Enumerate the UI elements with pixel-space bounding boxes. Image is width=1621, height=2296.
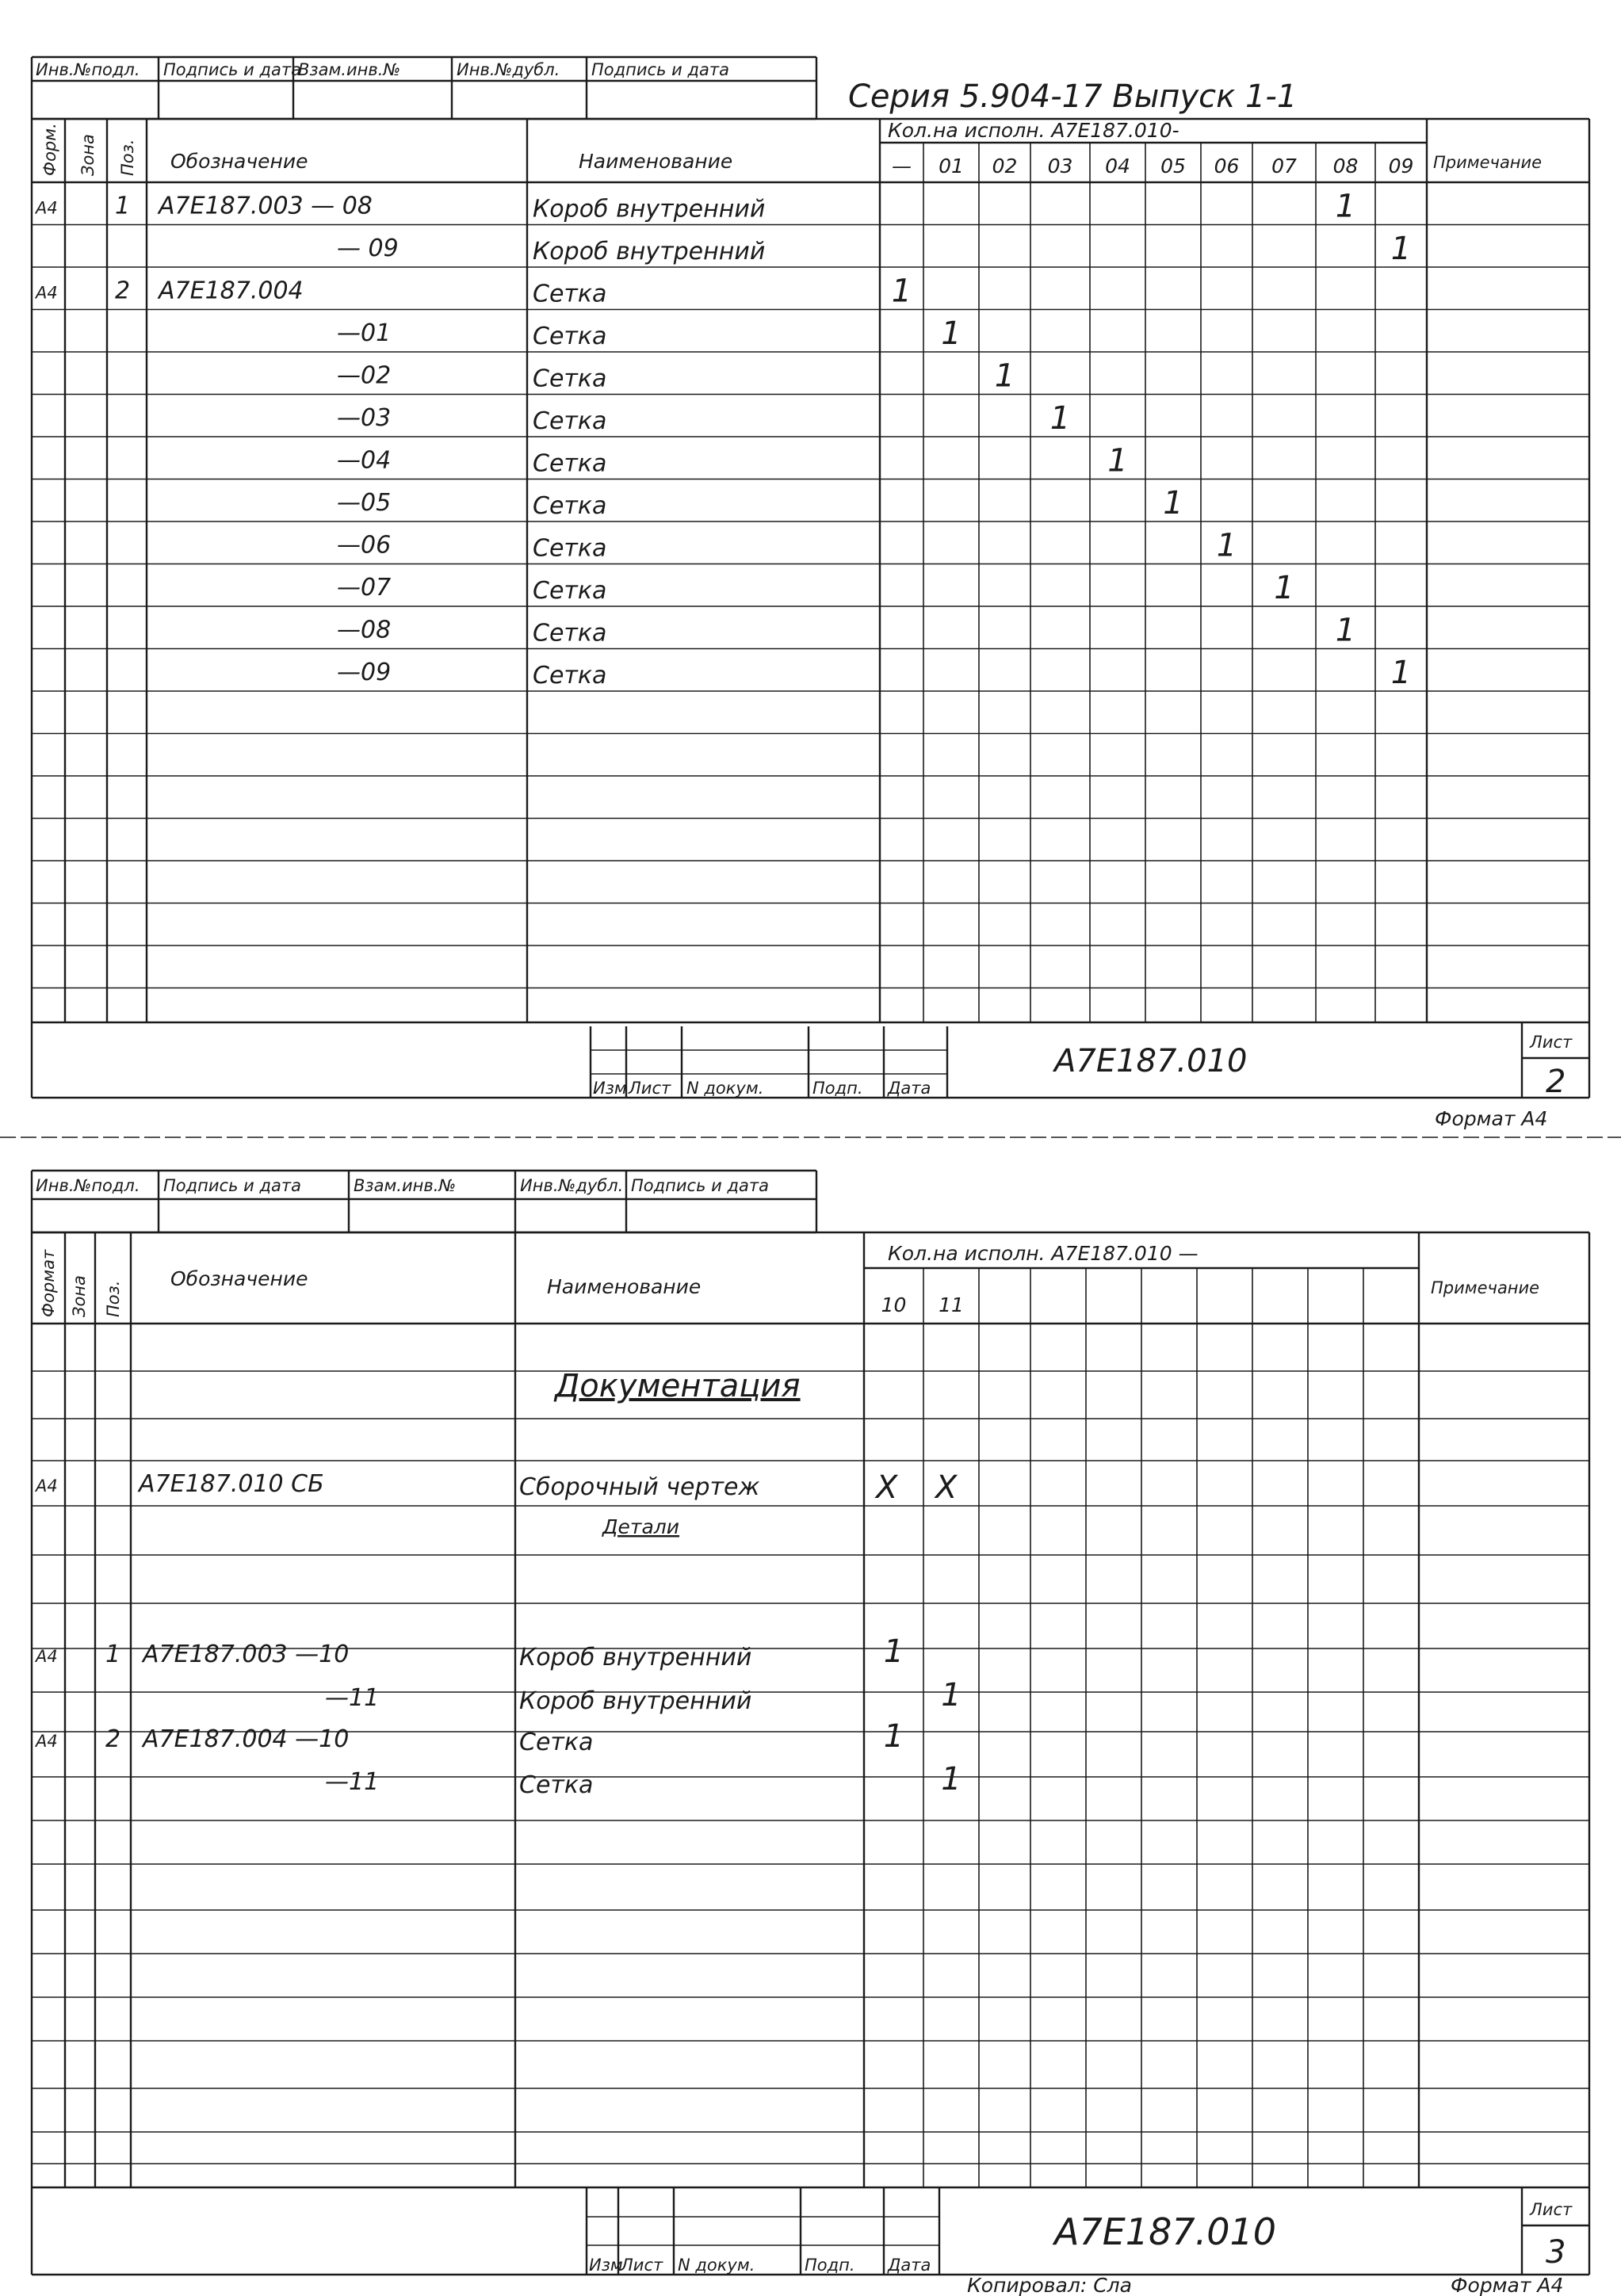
row-name: Сетка [533, 365, 607, 393]
row-pos: 2 [105, 1725, 121, 1753]
row-name: Короб внутренний [519, 1687, 752, 1715]
document-number: А7Е187.010 [1054, 1043, 1248, 1079]
row-name: Короб внутренний [519, 1644, 752, 1671]
exec-col-headers [892, 155, 1413, 178]
table-row [337, 570, 1294, 606]
title-col: Дата [888, 1079, 931, 1098]
format-footer: Формат А4 [1451, 2274, 1564, 2296]
row-mark: 1 [1390, 231, 1412, 267]
title-block [587, 2187, 1589, 2296]
row-name: Сетка [519, 1771, 594, 1799]
row-name: Короб внутренний [533, 238, 766, 266]
header-zone: Зона [78, 134, 97, 176]
exec-col-header: 10 [881, 1293, 907, 1316]
row-mark: 1 [1216, 527, 1237, 564]
stamp-label: Подпись и дата [163, 60, 301, 79]
table-row [34, 1718, 904, 1756]
row-mark: 1 [941, 315, 962, 352]
row-format: А4 [36, 1477, 58, 1496]
table-row [337, 358, 1015, 395]
row-designation: — 09 [337, 235, 399, 262]
title-col: Изм [589, 2256, 623, 2275]
row-mark: 1 [994, 357, 1015, 395]
exec-col-header: 04 [1105, 155, 1130, 178]
table-row [325, 1677, 962, 1715]
sheet-number: 2 [1546, 1064, 1566, 1100]
title-col: N докум. [678, 2256, 755, 2275]
exec-col-header: — [892, 155, 912, 178]
row-designation: —11 [325, 1768, 380, 1796]
row-pos: 2 [115, 277, 131, 305]
title-col: Лист [621, 2256, 663, 2275]
header-zone: Зона [70, 1275, 89, 1317]
header-name: Наименование [547, 1275, 702, 1298]
table-row [34, 1633, 904, 1671]
row-mark: X [876, 1469, 898, 1506]
row-mark: 1 [1163, 485, 1183, 521]
sheet-1 [32, 57, 1589, 1130]
spec-rows [34, 189, 1411, 692]
spec-table-frame [32, 1232, 1589, 2275]
sheet-label: Лист [1530, 1033, 1573, 1052]
header-format: Форм. [40, 123, 59, 176]
row-name: Сетка [533, 662, 607, 690]
row-format: А4 [36, 1732, 58, 1751]
stamp-label: Подпись и дата [591, 60, 729, 79]
table-row [337, 528, 1237, 564]
section-documentation: Документация [555, 1368, 801, 1404]
exec-col-header: 03 [1047, 155, 1073, 178]
exec-col-header: 09 [1388, 155, 1414, 178]
row-pos: 1 [105, 1641, 121, 1668]
title-col: Лист [629, 1079, 671, 1098]
row-format: А4 [36, 283, 58, 303]
stamp-block [32, 57, 816, 119]
table-row [34, 273, 912, 310]
title-col: Изм [593, 1079, 627, 1098]
table-header [40, 119, 1542, 176]
row-mark: 1 [941, 1761, 962, 1797]
row-mark: 1 [1049, 400, 1071, 437]
row-name: Сетка [533, 492, 607, 520]
row-name: Сетка [533, 619, 607, 648]
row-pos: 1 [115, 192, 131, 220]
row-mark: 1 [1335, 612, 1356, 649]
spec-table-frame [32, 119, 1589, 1098]
title-col: N докум. [686, 1079, 764, 1098]
doc-row [34, 1469, 958, 1506]
row-designation: —08 [337, 616, 392, 644]
row-name: Сборочный чертеж [519, 1473, 760, 1501]
row-designation: А7Е187.003 —10 [143, 1641, 350, 1668]
row-name: Сетка [519, 1729, 594, 1756]
row-mark: 1 [1274, 570, 1294, 606]
series-header: Серия 5.904-17 Выпуск 1-1 [848, 78, 1298, 115]
row-designation: —05 [337, 489, 392, 517]
document-number: А7Е187.010 [1054, 2210, 1277, 2253]
row-name: Сетка [533, 449, 607, 478]
exec-col-header: 11 [939, 1293, 964, 1316]
table-header [39, 1242, 1539, 1317]
title-col: Подп. [812, 1079, 863, 1098]
table-row [337, 315, 962, 352]
copy-note: Копировал: Сла [967, 2274, 1132, 2296]
header-name: Наименование [579, 150, 733, 173]
row-mark: 1 [941, 1677, 962, 1713]
row-designation: —01 [337, 319, 392, 347]
sheet-2 [32, 1171, 1589, 2296]
row-mark: 1 [883, 1633, 904, 1670]
header-qty-group: Кол.на исполн. А7Е187.010 — [888, 1242, 1199, 1265]
header-qty-group: Кол.на исполн. А7Е187.010- [888, 119, 1179, 142]
row-designation: А7Е187.003 — 08 [159, 192, 373, 220]
row-format: А4 [36, 1647, 58, 1666]
stamp-label: Инв.№подл. [36, 1176, 140, 1195]
header-note: Примечание [1433, 153, 1543, 172]
exec-col-header: 06 [1214, 155, 1240, 178]
exec-col-header: 01 [939, 155, 964, 178]
row-mark: 1 [883, 1718, 904, 1755]
row-designation: —03 [337, 404, 392, 432]
row-name: Сетка [533, 407, 607, 435]
exec-col-header: 08 [1332, 155, 1359, 178]
spec-rows [34, 1633, 962, 1799]
stamp-label: Инв.№дубл. [520, 1176, 624, 1195]
row-mark: X [935, 1469, 958, 1506]
row-designation: А7Е187.004 —10 [143, 1725, 350, 1753]
sheet-label: Лист [1530, 2200, 1573, 2219]
table-row [337, 231, 1411, 267]
stamp-label: Взам.инв.№ [298, 60, 401, 79]
exec-col-header: 02 [992, 155, 1018, 178]
table-row [337, 613, 1355, 649]
row-mark: 1 [1390, 655, 1412, 691]
row-name: Сетка [533, 577, 607, 605]
stamp-label: Инв.№подл. [36, 60, 140, 79]
stamp-label: Подпись и дата [163, 1176, 301, 1195]
row-designation: —07 [337, 574, 392, 602]
format-footer: Формат А4 [1435, 1107, 1548, 1130]
row-designation: —04 [337, 446, 392, 475]
title-col: Подп. [805, 2256, 855, 2275]
exec-col-header: 07 [1271, 155, 1297, 178]
row-lines [32, 225, 1589, 988]
stamp-label: Подпись и дата [631, 1176, 769, 1195]
row-designation: —06 [337, 531, 392, 560]
row-designation: А7Е187.004 [159, 277, 304, 305]
header-format: Формат [39, 1249, 58, 1317]
header-pos: Поз. [118, 139, 137, 176]
row-name: Сетка [533, 280, 607, 308]
table-row [325, 1761, 962, 1799]
stamp-block [32, 1171, 816, 1232]
row-name: Сетка [533, 534, 607, 563]
table-row [337, 655, 1411, 691]
header-designation: Обозначение [170, 150, 308, 173]
row-name: Сетка [533, 323, 607, 350]
row-mark: 1 [891, 273, 912, 310]
row-name: Короб внутренний [533, 195, 766, 223]
table-row [34, 189, 1355, 225]
row-designation: —02 [337, 361, 392, 390]
table-row [337, 485, 1183, 521]
row-designation: —09 [337, 659, 392, 686]
exec-col-headers [881, 1293, 964, 1316]
header-pos: Поз. [104, 1280, 123, 1317]
title-block [591, 1022, 1589, 1130]
row-designation: А7Е187.010 СБ [139, 1470, 324, 1498]
sheet-number: 3 [1546, 2234, 1566, 2271]
row-format: А4 [36, 198, 58, 218]
exec-col-header: 05 [1160, 155, 1186, 178]
stamp-label: Взам.инв.№ [354, 1176, 457, 1195]
table-row [337, 443, 1128, 479]
header-designation: Обозначение [170, 1267, 308, 1290]
row-designation: —11 [325, 1684, 380, 1712]
row-mark: 1 [1107, 442, 1128, 479]
header-note: Примечание [1431, 1278, 1540, 1297]
title-col: Дата [888, 2256, 931, 2275]
table-row [337, 400, 1070, 437]
stamp-label: Инв.№дубл. [457, 60, 560, 79]
section-details: Детали [602, 1515, 680, 1538]
row-mark: 1 [1335, 188, 1356, 225]
